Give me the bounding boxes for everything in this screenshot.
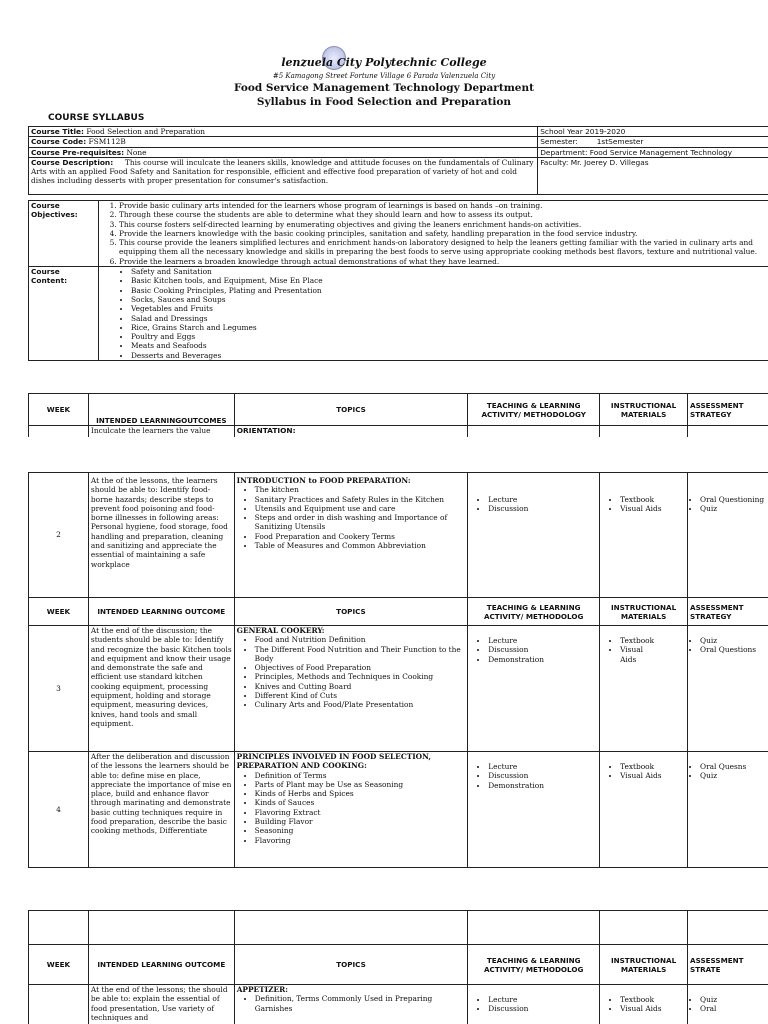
content-label: Course Content: [29,267,99,361]
outcome-cell: At the end of the lessons; the should be able to: explain the essential of food presentation, Use variety of techniques and [88,985,234,1024]
topics-cell [234,985,468,1024]
materials-cell: • Textbook • Visual Aids [600,985,688,1024]
col-teaching: TEACHING & LEARNING ACTIVITY/ METHODOLOGY [468,394,600,426]
outcome-cell: At the end of the discussion; the students should be able to: Identify and recognize the basic Kitchen tools and equipment and know their usage and demonstrate the safe and efficient use standard kitchen cooking equipment, processing equipment, holding and storage equipment, measuring devices, knives, hand tools and small equipment. [88,626,234,752]
assessment-cell: • Oral Questioning • Quiz [688,473,768,598]
week-number: 4 [29,752,89,868]
syllabus-title: Syllabus in Food Selection and Preparation [256,96,512,108]
objectives-content-table [28,200,768,361]
col-materials: INSTRUCTIONAL MATERIALS [600,598,688,626]
content-item: • Basic Kitchen tools, and Equipment, Mise En Place [131,276,768,285]
col-topics: TOPICS [234,394,468,426]
outcome-cell: After the deliberation and discussion of the lessons the learners should be able to: define mise en place, appreciate the importance of mise en place, build and enhance flavor through marinating and demonstrate basic cutting techniques require in food preparation, describe the basic cooking methods, Differentiate [88,752,234,868]
topic-list: • Food and Nutrition Definition • The Different Food Nutrition and Their Function to the Body • Objectives of Food Preparation • Principles, Methods and Techniques in Cooking • Knives and Cutting Board • Different Kind of Cuts • Culinary Arts and Food/Plate Presentation [237,635,466,709]
objective-item: 5. This course provide the leaners simplified lectures and enrichment hands-on laboratory designed to help the leaners getting familiar with the varied in culinary arts and equipping them all the necessary knowledge and skills in preparing the best foods to serve using appropriate cooking methods best flavors, texture and nutritional value. [119,238,768,257]
teaching-cell: • Lecture • Discussion • Demonstration [468,626,600,752]
col-materials: INSTRUCTIONAL MATERIALS [600,945,688,985]
objective-item: 4. Provide the learners knowledge with the basic cooking principles, sanitation and safety, handling preparation in the food service industry. [119,229,768,238]
week-table-2 [28,472,768,868]
content-item: • Rice, Grains Starch and Legumes [131,323,768,332]
col-assessment: ASSESSMENT STRATEGY [688,598,768,626]
col-outcomes: INTENDED LEARNINGOUTCOMES [88,394,234,426]
college-address: #5 Kamagong Street Fortune Village 6 Parada Valenzuela City [272,72,496,80]
course-info-table [28,126,768,195]
objectives-list-cell [98,201,768,267]
assessment-cell: • Oral Quesns • Quiz [688,752,768,868]
syllabus-page-3 [0,910,768,1024]
col-topics: TOPICS [234,945,468,985]
content-item: • Basic Cooking Principles, Plating and Presentation [131,286,768,295]
faculty-cell: Faculty: Mr. Joerey D. Villegas [538,157,768,194]
course-title-cell: Course Title: Food Selection and Preparation [29,127,538,137]
col-assessment: ASSESSMENT STRATEGY [688,394,768,426]
topic-list: • Definition, Terms Commonly Used in Preparing Garnishes [237,994,466,1013]
week-table-1 [28,393,768,437]
school-year: School Year 2019-2020 [538,127,768,137]
materials-cell: • Textbook • Visual Aids [600,473,688,598]
objective-item: 2. Through these course the students are able to determine what they should learn and how to assess its output. [119,210,768,219]
week-number: 2 [29,473,89,598]
course-syllabus-heading: COURSE SYLLABUS [48,113,145,123]
topics-cell [234,626,468,752]
content-list-cell [98,267,768,361]
col-week: WEEK [29,598,89,626]
teaching-cell: • Lecture • Discussion [468,473,600,598]
department-title: Food Service Management Technology Department [234,82,534,94]
content-item: • Poultry and Eggs [131,332,768,341]
course-code-cell: Course Code: FSM112B [29,137,538,147]
objectives-label: Course Objectives: [29,201,99,267]
col-assessment: ASSESSMENT STRATE [688,945,768,985]
col-topics: TOPICS [234,598,468,626]
syllabus-page-2 [0,472,768,868]
materials-cell: • Textbook • Visual Aids [600,626,688,752]
materials-cell: • Textbook • Visual Aids [600,752,688,868]
topic-title: ORIENTATION: [234,426,468,438]
assessment-cell: • Quiz • Oral [688,985,768,1024]
topic-title: INTRODUCTION to FOOD PREPARATION: [236,476,411,485]
content-item: • Vegetables and Fruits [131,304,768,313]
topic-list: • Definition of Terms • Parts of Plant may be Use as Seasoning • Kinds of Herbs and Spices • Kinds of Sauces • Flavoring Extract • Building Flavor • Seasoning • Flavoring [237,771,466,845]
outcome-cell: Inculcate the learners the value [88,426,234,438]
teaching-cell: • Lecture • Discussion [468,985,600,1024]
content-item: • Socks, Sauces and Soups [131,295,768,304]
topic-title: PRINCIPLES INVOLVED IN FOOD SELECTION, PREPARATION AND COOKING: [236,752,431,771]
col-teaching: TEACHING & LEARNING ACTIVITY/ METHODOLOG [468,945,600,985]
week-table-3 [28,910,768,1024]
topic-title: GENERAL COOKERY: [236,626,325,635]
topics-cell [234,752,468,868]
week-number: 3 [29,626,89,752]
col-teaching: TEACHING & LEARNING ACTIVITY/ METHODOLOG [468,598,600,626]
teaching-cell: • Lecture • Discussion • Demonstration [468,752,600,868]
col-outcomes: INTENDED LEARNING OUTCOME [88,598,234,626]
department-cell: Department: Food Service Management Technology [538,147,768,157]
col-week: WEEK [29,394,89,426]
objectives-list [101,201,768,266]
col-week: WEEK [29,945,89,985]
objective-item: 1. Provide basic culinary arts intended for the learners whose program of learnings is based on hands –on training. [119,201,768,210]
topics-cell [234,473,468,598]
objective-item: 3. This course fosters self-directed learning by enumerating objectives and giving the leaners enrichment hands-on activities. [119,220,768,229]
syllabus-page-1 [0,0,768,437]
content-list [101,267,768,360]
content-item: • Salad and Dressings [131,314,768,323]
col-materials: INSTRUCTIONAL MATERIALS [600,394,688,426]
description-cell: Course Description: This course will inculcate the leaners skills, knowledge and attitude focuses on the fundamentals of Culinary Arts with an applied Food Safety and Sanitation for responsible, efficient and effective food preparation of variety of hot and cold dishes including desserts with proper presentation for consumer's satisfaction. [29,157,538,194]
content-item: • Desserts and Beverages [131,351,768,360]
college-name: lenzuela City Polytechnic College [281,56,487,69]
topic-list: • The kitchen • Sanitary Practices and Safety Rules in the Kitchen • Utensils and Equipment use and care • Steps and order in dish washing and Importance of Sanitizing Utensils • Food Preparation and Cookery Terms • Table of Measures and Common Abbreviation [237,485,466,550]
outcome-cell: At the of the lessons, the learners should be able to: Identify food-borne hazards; describe steps to prevent food poisoning and food-borne illnesses in following areas: Personal hygiene, food storage, food handling and preparation, cleaning and sanitizing and appreciate the essential of maintaining a safe workplace [88,473,234,598]
semester-cell: Semester: 1stSemester [538,137,768,147]
content-item: • Safety and Sanitation [131,267,768,276]
topic-title: APPETIZER: [236,985,289,994]
content-item: • Meats and Seafoods [131,341,768,350]
prereq-cell: Course Pre-requisites: None [29,147,538,157]
objective-item: 6. Provide the learners a broaden knowledge through actual demonstrations of what they have learned. [119,257,768,266]
assessment-cell: • Quiz • Oral Questions [688,626,768,752]
col-outcomes: INTENDED LEARNING OUTCOME [88,945,234,985]
